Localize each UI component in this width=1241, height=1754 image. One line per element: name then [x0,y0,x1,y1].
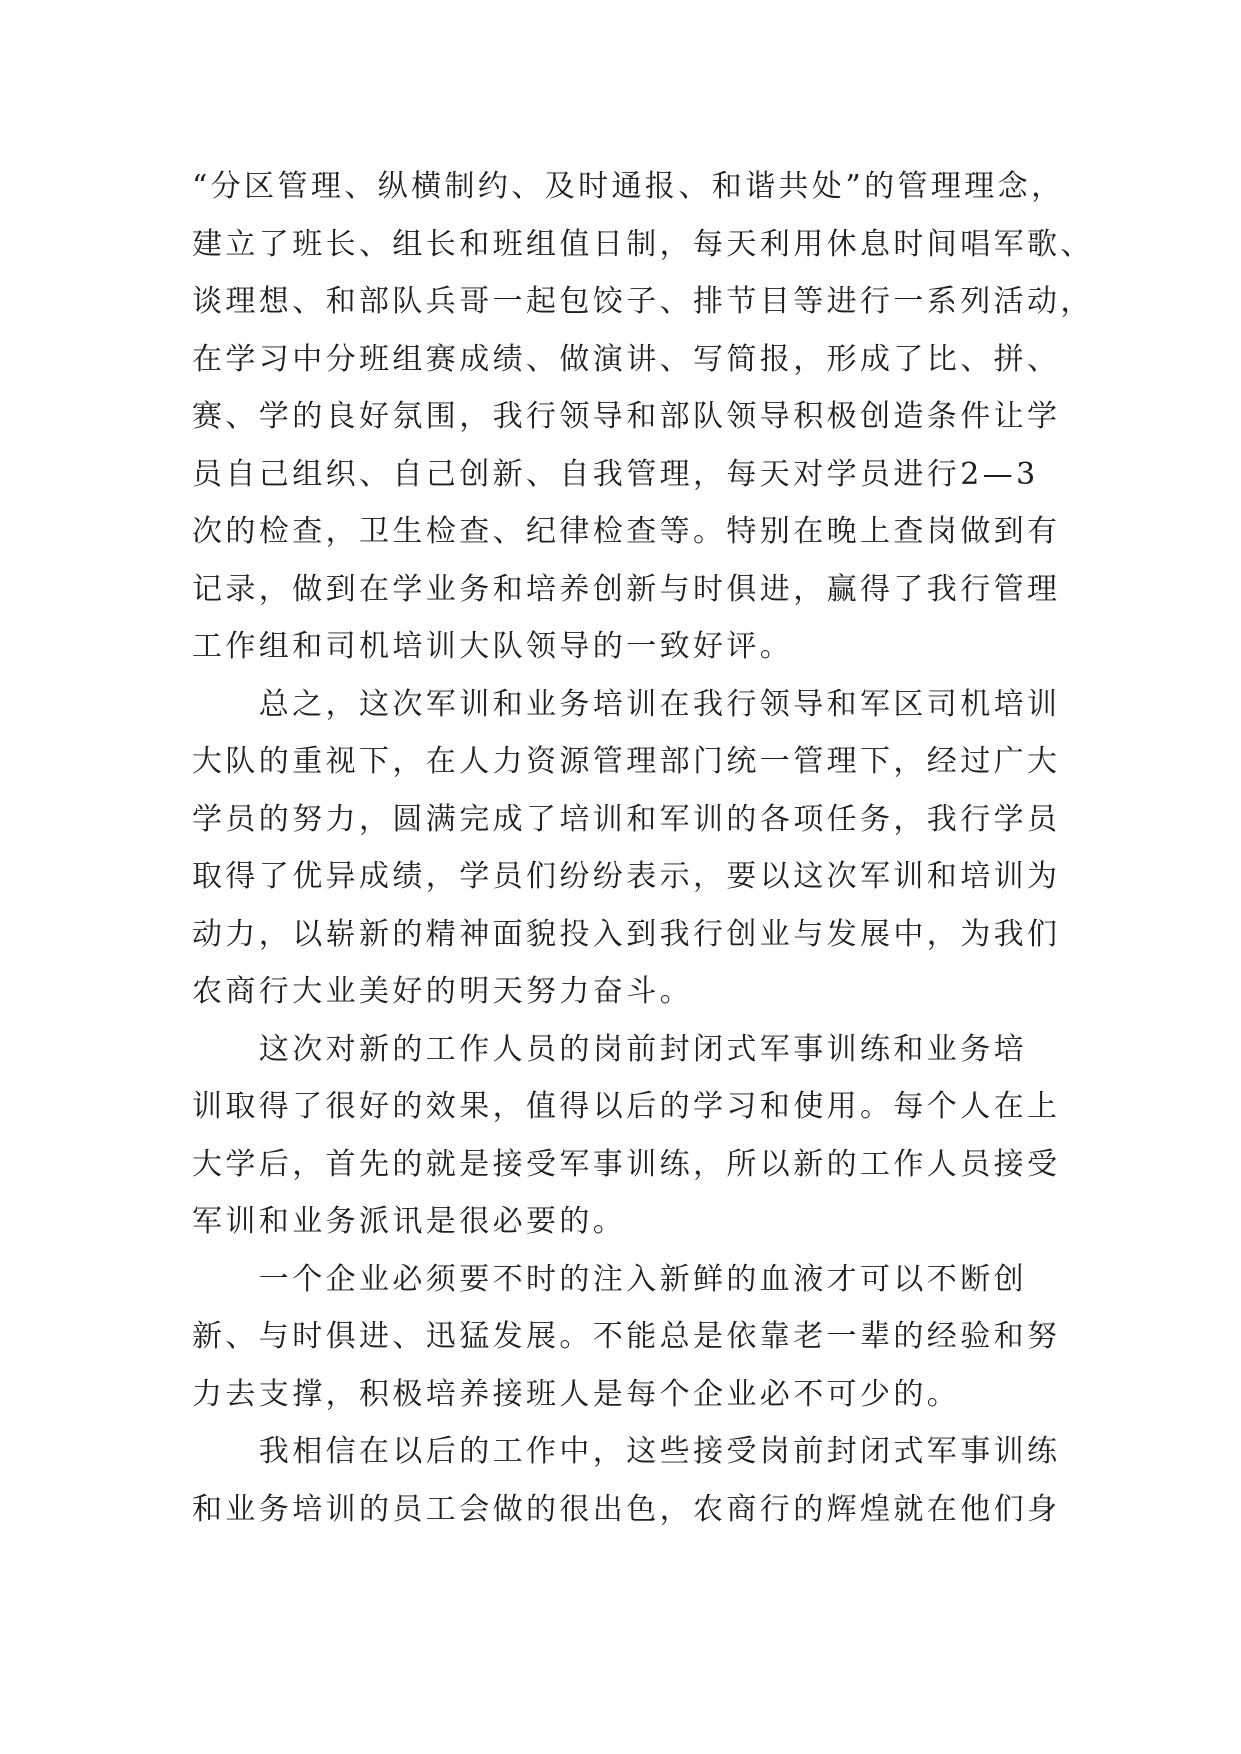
text-line: 员自己组织、自己创新、自我管理，每天对学员进行2—3 [192,456,1039,492]
text-line: 力去支撑，积极培养接班人是每个企业必不可少的。 [192,1376,961,1412]
text-line: 训取得了很好的效果，值得以后的学习和使用。每个人在上 [192,1089,1061,1124]
text-line: 动力，以崭新的精神面貌投入到我行创业与发展中，为我们 [192,916,1061,952]
text-line: 农商行大业美好的明天努力奋斗。 [192,974,693,1009]
text-line: 赛、学的良好氛围，我行领导和部队领导积极创造条件让学 [192,399,1061,434]
paragraph-first-line: 一个企业必须要不时的注入新鲜的血液才可以不断创 [192,1261,1027,1297]
paragraph-first-line: 总之，这次军训和业务培训在我行领导和军区司机培训 [192,686,1061,722]
text-line: 和业务培训的员工会做的很出色，农商行的辉煌就在他们身 [192,1491,1061,1527]
text-line: 大学后，首先的就是接受军事训练，所以新的工作人员接受 [192,1146,1061,1182]
text-line: 取得了优异成绩，学员们纷纷表示，要以这次军训和培训为 [192,859,1061,894]
text-line: 次的检查，卫生检查、纪律检查等。特别在晚上查岗做到有 [192,514,1061,549]
text-line: 学员的努力，圆满完成了培训和军训的各项任务，我行学员 [192,801,1061,837]
paragraph-first-line: 这次对新的工作人员的岗前封闭式军事训练和业务培 [192,1031,1027,1067]
text-line: 记录，做到在学业务和培养创新与时俱进，赢得了我行管理 [192,571,1061,607]
body-text [192,158,1094,1538]
text-line: 在学习中分班组赛成绩、做演讲、写简报，形成了比、拼、 [192,341,1061,377]
paragraph-first-line: 我相信在以后的工作中，这些接受岗前封闭式军事训练 [192,1434,1061,1469]
text-line: 建立了班长、组长和班组值日制，每天利用休息时间唱军歌、 [192,226,1094,262]
text-line: 新、与时俱进、迅猛发展。不能总是依靠老一辈的经验和努 [192,1319,1061,1354]
text-line: 谈理想、和部队兵哥一起包饺子、排节目等进行一系列活动， [192,284,1094,319]
text-line: 军训和业务派讯是很必要的。 [192,1204,627,1239]
text-line: 大队的重视下，在人力资源管理部门统一管理下，经过广大 [192,744,1061,779]
text-line: “分区管理、纵横制约、及时通报、和谐共处”的管理理念， [192,169,1065,204]
text-line: 工作组和司机培训大队领导的一致好评。 [192,629,794,664]
